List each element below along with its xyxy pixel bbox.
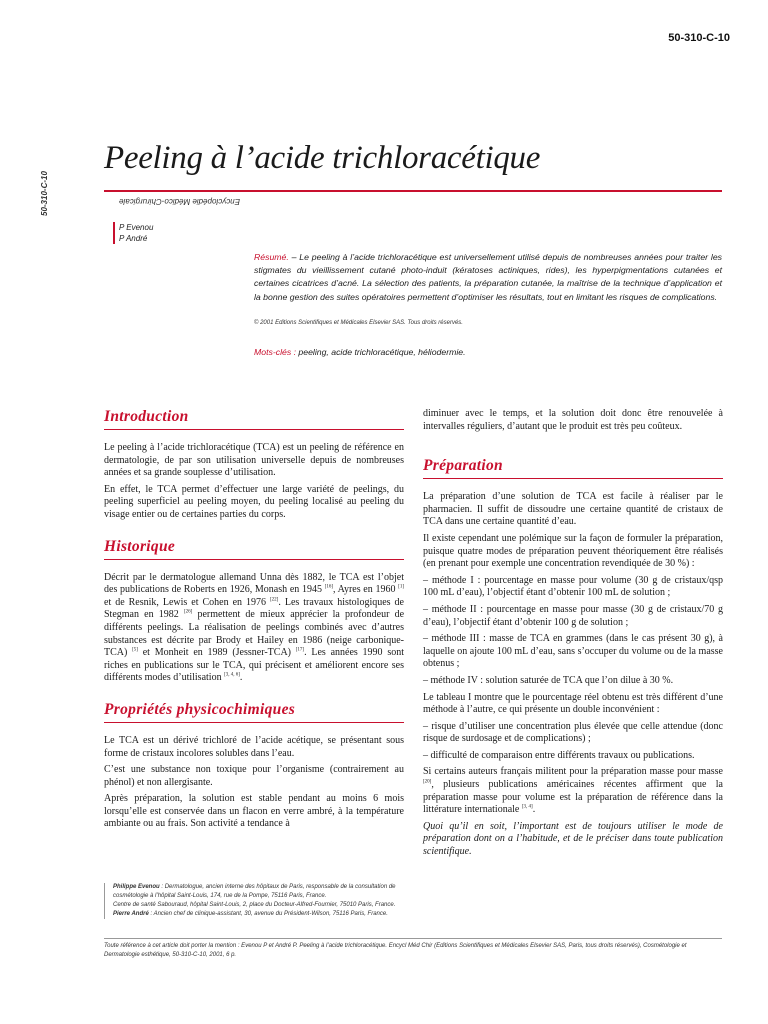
keywords-label: Mots-clés : (254, 347, 296, 357)
preparation-paragraph-3: Le tableau I montre que le pourcentage réel obtenu est très différent d’une méthode à l’autre, ce qui présente un double inconvénient : (423, 691, 723, 716)
preparation-paragraph-4: Si certains auteurs français militent pour la préparation masse pour masse [20], plusieurs publications américaines récentes affirment que la préparation masse pour volume est la préparation de référence dans la littérature internationale [3, 4]. (423, 766, 723, 816)
method-4: – méthode IV : solution saturée de TCA que l’on dilue à 30 %. (423, 674, 674, 686)
side-journal-label (30, 16, 240, 216)
heading-proprietes: Propriétés physicochimiques (104, 700, 296, 718)
copyright: © 2001 Editions Scientifiques et Médicales Elsevier SAS. Tous droits réservés. (254, 320, 463, 326)
authors (113, 222, 153, 244)
preparation-paragraph-2: Il existe cependant une polémique sur la façon de formuler la préparation, puisque quatre modes de préparation peuvent théoriquement être réalisés (en prenant pour exemple une concentration revendiquée de 30 %) : (423, 532, 723, 570)
reference-code: 50-310-C-10 (668, 32, 730, 44)
left-column (104, 408, 404, 835)
heading-rule (423, 478, 723, 479)
abstract-label: Résumé. (254, 252, 289, 262)
side-label-journal: Encyclopédie Médico-Chirurgicale (119, 197, 240, 206)
method-2: – méthode II : pourcentage en masse pour masse (30 g de cristaux/70 g d’eau), l’objectif étant d’obtenir 100 g de solution ; (423, 603, 723, 628)
bottom-rule (104, 938, 722, 939)
author-2: P André (119, 234, 148, 243)
title-rule (104, 190, 722, 192)
affiliation-text-2: : Ancien chef de clinique-assistant, 30, avenue du Président-Wilson, 75116 Paris, France. (148, 911, 388, 917)
method-3: – méthode III : masse de TCA en grammes (dans le cas présent 30 g), à laquelle on ajoute 100 mL d’eau, sans s’occuper du volume ou de la masse obtenus ; (423, 633, 723, 670)
heading-rule (104, 429, 404, 430)
heading-rule (104, 559, 404, 560)
method-1: – méthode I : pourcentage en masse pour volume (30 g de cristaux/qsp 100 mL d’eau), l’objectif étant d’obtenir 100 mL de solution ; (423, 574, 723, 599)
keywords (254, 347, 466, 357)
affiliation-name-1: Philippe Evenou (113, 884, 160, 890)
affiliation-name-2: Pierre André (113, 911, 149, 917)
heading-introduction: Introduction (104, 408, 189, 425)
abstract (254, 251, 722, 304)
intro-paragraph-2: En effet, le TCA permet d’effectuer une large variété de peelings, du peeling superficiel au peeling moyen, du peeling localisé au peeling du visage entier ou de certaines parties du corps. (104, 483, 404, 520)
author-affiliations (104, 883, 411, 919)
affiliation-text-1b: Centre de santé Sabouraud, hôpital Saint-Louis, 2, place du Docteur-Alfred-Fournier, 75010 Paris, France. (113, 902, 396, 908)
bullet-2: – difficulté de comparaison entre différents travaux ou publications. (423, 749, 695, 761)
author-1: P Evenou (119, 223, 154, 232)
continuation-paragraph: diminuer avec le temps, et la solution doit donc être renouvelée à intervalles réguliers, d’autant que le produit est très peu coûteux. (423, 408, 723, 432)
citation-note: Toute référence à cet article doit porter la mention : Evenou P et André P. Peeling à l’acide trichloracétique. Encycl Méd Chir (Editions Scientifiques et Médicales Elsevier SAS, Paris, tous droits réservés), Cosmétologie et Dermatologie esthétique, 50-310-C-10, 2001, 6 p. (104, 943, 687, 958)
keywords-text: peeling, acide trichloracétique, héliodermie. (296, 347, 466, 357)
proprietes-paragraph-1: Le TCA est un dérivé trichloré de l’acide acétique, se présentant sous forme de cristaux incolores solubles dans l’eau. (104, 734, 404, 759)
heading-rule (104, 722, 404, 723)
right-column (423, 408, 723, 863)
preparation-paragraph-1: La préparation d’une solution de TCA est facile à réaliser par le pharmacien. Il suffit de dissoudre une certaine quantité de cristaux de TCA dans une certaine quantité d’eau. (423, 491, 723, 528)
article-title: Peeling à l’acide trichloracétique (104, 140, 541, 176)
intro-paragraph-1: Le peeling à l’acide trichloracétique (TCA) est un peeling de référence en dermatologie, de par son utilisation universelle depuis de nombreuses années et sa grande souplesse d’utilisation. (104, 442, 404, 479)
heading-historique: Historique (104, 537, 176, 555)
preparation-paragraph-5: Quoi qu’il en soit, l’important est de toujours utiliser le mode de préparation dont on a l’habitude, et de le préciser dans toute publication scientifique. (423, 820, 723, 858)
heading-preparation: Préparation (423, 457, 503, 475)
proprietes-paragraph-2: C’est une substance non toxique pour l’organisme (contrairement au phénol) et non allergisante. (104, 764, 404, 788)
bullet-1: – risque d’utiliser une concentration plus élevée que celle attendue (donc risque de surdosage et de complications) ; (423, 720, 723, 745)
proprietes-paragraph-3: Après préparation, la solution est stable pendant au moins 6 mois lorsqu’elle est conservée dans un flacon en verre ambré, à la température ambiante ou au frais. Son activité a tendance à (104, 793, 404, 830)
affiliation-text-1: : Dermatologue, ancien interne des hôpitaux de Paris, responsable de la consultation de cosmétologie à l’hôpital Saint-Louis, 174, rue de la Pompe, 75116 Paris, France. (113, 884, 396, 899)
historique-paragraph: Décrit par le dermatologue allemand Unna dès 1882, le TCA est l’objet des publications de Roberts en 1926, Monash en 1945 [16], Ayres en 1960 [1] et de Resnik, Lewis et Cohen en 1976 [22]. Les travaux histologiques de Stegman en 1982 [26] permettent de mieux apprécier la profondeur de différents peelings. La réalisation de peelings combinés avec d’autres substances est décrite par Brody et Hailey en 1986 (neige carbonique-TCA) [5] et Monheit en 1989 (Jessner-TCA) [17]. Les années 1990 sont riches en publications sur le TCA, qui précisent et améliorent encore ses différents modes d’utilisation [3, 4, 6]. (104, 571, 405, 684)
abstract-text: – Le peeling à l’acide trichloracétique est universellement utilisé depuis de nombreuses années pour traiter les stigmates du vieillissement cutané photo-induit (kératoses actiniques, rides), les hyperpigmentations cutanées et certaines cicatrices d’acné. La sélection des patients, la préparation cutanée, la maîtrise de la technique d’application et la bonne gestion des suites opératoires permettent d’optimiser les résultats, tout en limitant les risques de complications. (254, 252, 722, 302)
side-label-code: 50-310-C-10 (40, 171, 49, 216)
